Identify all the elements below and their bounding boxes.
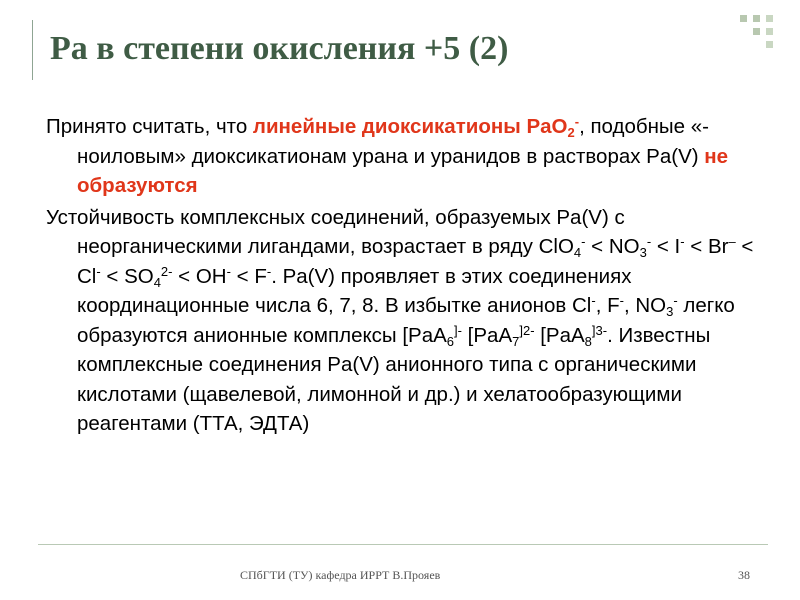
decor-square: [753, 28, 760, 35]
title-accent-line: [32, 20, 33, 80]
paragraph-2: Устойчивость комплексных соединений, образуемых Pa(V) с неорганическими лигандами, возрастает в ряду $ClO_4^- < NO_3^- < I^- < Br^- < Cl^- < SO_4^{2-} < OH^- < F^-$. Pa(V) проявляет в этих соединениях координационные числа 6, 7, 8. В избытке анионов Cl-, F-, $NO_3^-$ легко образуются анионные комплексы [PaA$_6$]- [PaA$_7^{]2-}$ [PaA$_8^{]3-}$. Известны комплексные соединения Pa(V) анионного типа с органическими кислотами (щавелевой, лимонной и др.) и хелатообразующими реагентами (ТТА, ЭДТА): [46, 205, 754, 435]
decor-square: [766, 41, 773, 48]
decor-square: [766, 15, 773, 22]
highlight-dioxocations: линейные диоксикатионы PaO$_2$-: [252, 114, 580, 140]
paragraph-1: Принято считать, что линейные диоксикатионы PaO$_2$-, подобные «-ноиловым» диоксикатионам урана и уранидов в растворах Pa(V) не образуются: [46, 114, 729, 197]
decor-square: [753, 15, 760, 22]
footer-divider: [38, 544, 768, 545]
slide-body: [46, 112, 776, 441]
page-number: 38: [738, 568, 750, 582]
slide-title: Pa в степени окисления +5 (2): [50, 30, 509, 67]
highlight-not-formed: не образуются: [77, 144, 729, 197]
footer-text: СПбГТИ (ТУ) кафедра ИРРТ В.Прояев: [240, 568, 441, 582]
decor-square: [740, 15, 747, 22]
decor-square: [766, 28, 773, 35]
